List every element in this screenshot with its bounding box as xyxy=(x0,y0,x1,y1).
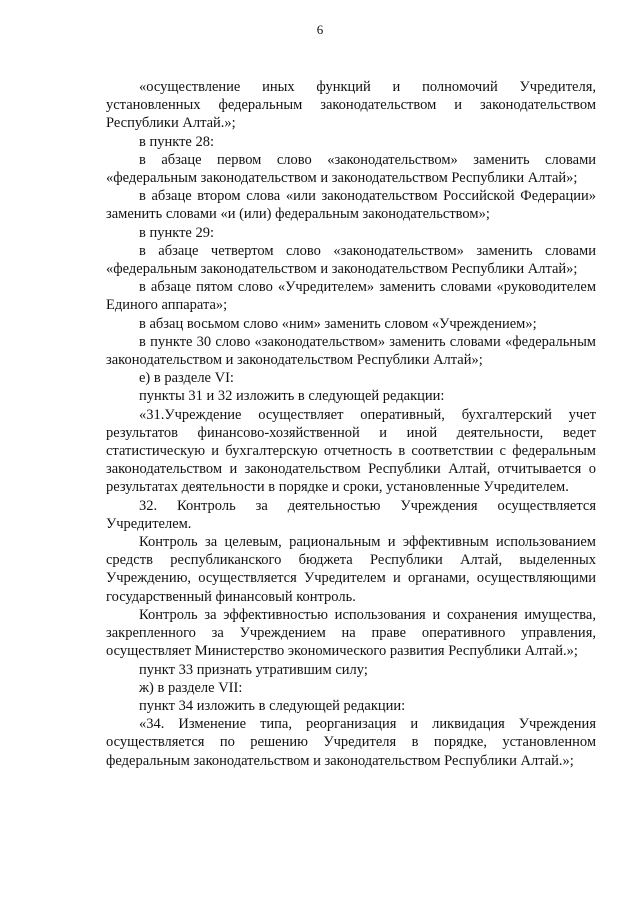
paragraph: в абзаце пятом слово «Учредителем» заменить словами «руководителем Единого аппарата»; xyxy=(106,279,596,314)
paragraph: «34. Изменение типа, реорганизация и ликвидация Учреждения осуществляется по решению Учредителя в порядке, установленном федеральным законодательством и законодательством Республики Алтай.»; xyxy=(106,716,596,769)
paragraph: «31.Учреждение осуществляет оперативный, бухгалтерский учет результатов финансово-хозяйственной и иной деятельности, ведет статистическую и бухгалтерскую отчетность в соответствии с федеральным законодательством и законодательством Республики Алтай, отчитывается о результатах деятельности в порядке и сроки, установленные Учредителем. xyxy=(106,406,596,496)
paragraph: «осуществление иных функций и полномочий Учредителя, установленных федеральным законодательством и законодательством Республики Алтай.»; xyxy=(106,79,596,132)
paragraph: е) в разделе VI: xyxy=(139,370,234,387)
paragraph: в пункте 29: xyxy=(139,224,215,241)
paragraph: в абзац восьмом слово «ним» заменить словом «Учреждением»; xyxy=(139,315,537,332)
paragraph: пункт 33 признать утратившим силу; xyxy=(139,661,368,678)
paragraph: 32. Контроль за деятельностью Учреждения осуществляется Учредителем. xyxy=(106,497,596,532)
paragraph: в абзаце втором слова «или законодательством Российской Федерации» заменить словами «и (или) федеральным законодательством»; xyxy=(106,188,596,223)
paragraph: в абзаце четвертом слово «законодательством» заменить словами «федеральным законодательством и законодательством Республики Алтай»; xyxy=(106,242,596,278)
paragraph: в абзаце первом слово «законодательством» заменить словами «федеральным законодательством и законодательством Республики Алтай»; xyxy=(106,151,596,187)
paragraph: в пункте 28: xyxy=(139,133,215,150)
paragraph: ж) в разделе VII: xyxy=(139,679,243,696)
paragraph: Контроль за целевым, рациональным и эффективным использованием средств республиканского бюджета Республики Алтай, выделенных Учреждению, осуществляется Учредителем и органами, осуществляющими государственный финансовый контроль. xyxy=(106,534,596,605)
paragraph: пункты 31 и 32 изложить в следующей редакции: xyxy=(139,388,445,405)
paragraph: пункт 34 изложить в следующей редакции: xyxy=(139,697,406,714)
paragraph: в пункте 30 слово «законодательством» заменить словами «федеральным законодательством и законодательством Республики Алтай»; xyxy=(106,333,596,369)
paragraph: Контроль за эффективностью использования и сохранения имущества, закрепленного за Учреждением на праве оперативного управления, осуществляет Министерство экономического развития Республики Алтай.»; xyxy=(106,606,596,660)
page-number: 6 xyxy=(316,22,324,37)
document-body xyxy=(106,78,596,770)
